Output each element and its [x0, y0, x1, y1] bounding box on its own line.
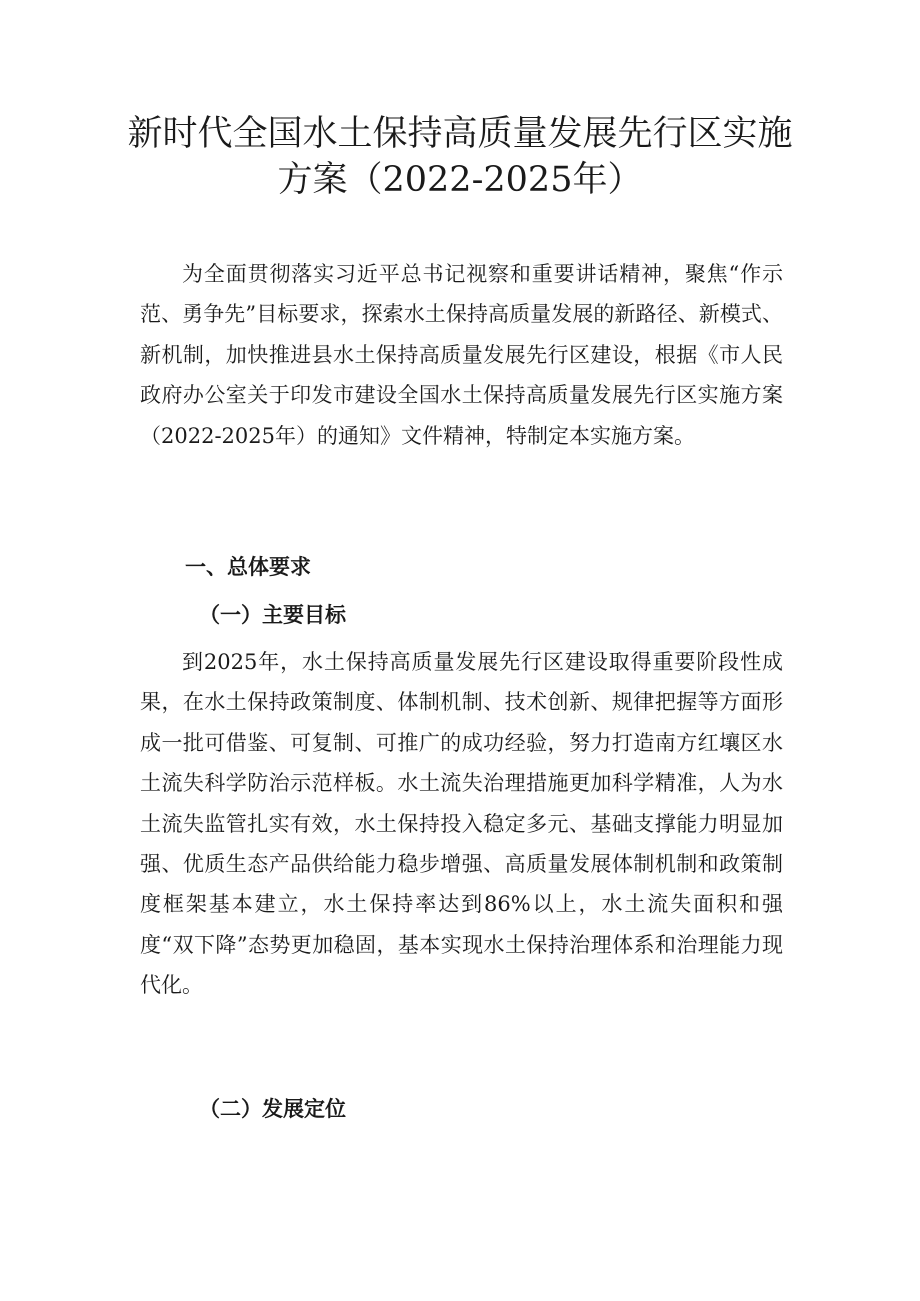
document-title-line-1: 新时代全国水土保持高质量发展先行区实施	[127, 114, 793, 154]
subsection-heading-main-goals: （一）主要目标	[199, 602, 346, 627]
subsection-heading-development-positioning: （二）发展定位	[199, 1096, 346, 1121]
document-title-line-2: 方案（2022-2025年）	[277, 160, 643, 200]
goals-paragraph: 到2025年，水土保持高质量发展先行区建设取得重要阶段性成果，在水土保持政策制度、体制机制、技术创新、规律把握等方面形成一批可借鉴、可复制、可推广的成功经验，努力打造南方红壤区水土流失科学防治示范样板。水土流失治理措施更加科学精准，人为水土流失监管扎实有效，水土保持投入稳定多元、基础支撑能力明显加强、优质生态产品供给能力稳步增强、高质量发展体制机制和政策制度框架基本建立，水土保持率达到86%以上，水土流失面积和强度“双下降”态势更加稳固，基本实现水土保持治理体系和治理能力现代化。	[140, 650, 783, 998]
intro-paragraph: 为全面贯彻落实习近平总书记视察和重要讲话精神，聚焦“作示范、勇争先”目标要求，探索水土保持高质量发展的新路径、新模式、新机制，加快推进县水土保持高质量发展先行区建设，根据《市人民政府办公室关于印发市建设全国水土保持高质量发展先行区实施方案（2022-2025年）的通知》文件精神，特制定本实施方案。	[140, 262, 783, 448]
section-heading-overall-requirements: 一、总体要求	[185, 554, 311, 579]
